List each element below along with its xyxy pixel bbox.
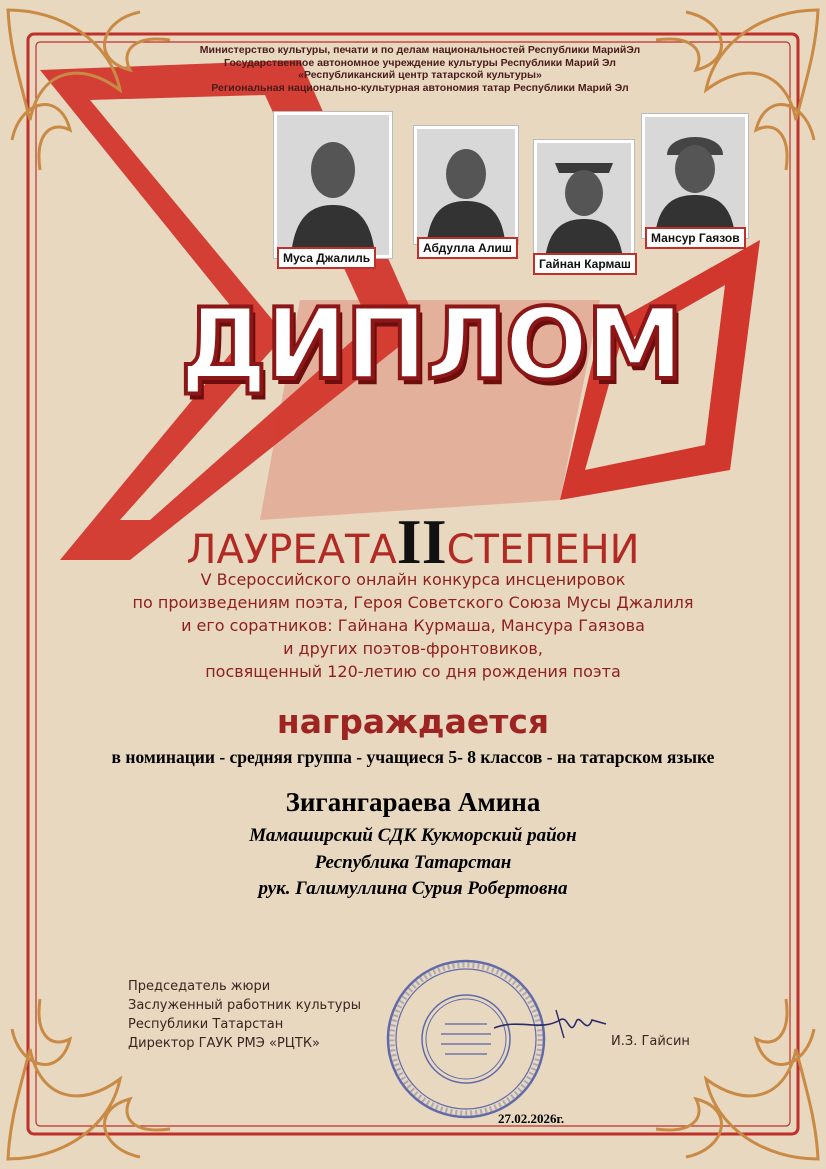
portrait-photo xyxy=(537,143,631,259)
nomination-text: в номинации - средняя группа - учащиеся 5- 8 классов - на татарском языке xyxy=(111,747,715,767)
contest-description xyxy=(80,568,746,683)
person-silhouette-icon xyxy=(537,143,631,259)
portrait-musa-jalil xyxy=(274,112,392,265)
issue-date: 27.02.2026г. xyxy=(498,1111,565,1126)
portrait-mansur-gayazov xyxy=(642,114,748,245)
portrait-gainan-kurmash xyxy=(534,140,634,271)
contest-line: посвященный 120-летию со дня рождения поэта xyxy=(205,662,621,681)
detail-line: Мамаширский СДК Кукморский район xyxy=(249,825,577,846)
signature-block xyxy=(128,977,361,1053)
portrait-photo xyxy=(417,129,515,241)
portrait-abdulla-alish xyxy=(414,126,518,255)
portrait-photo xyxy=(277,115,389,255)
detail-line: рук. Галимуллина Сурия Робертовна xyxy=(258,878,568,899)
header-line: Региональная национально-культурная автономия татар Республики Марий Эл xyxy=(211,81,629,94)
contest-line: и других поэтов-фронтовиков, xyxy=(283,639,543,658)
detail-line: Республика Татарстан xyxy=(314,851,512,873)
portrait-caption: Мансур Гаязов xyxy=(645,227,746,249)
contest-line: по произведениям поэта, Героя Советского Союза Мусы Джалиля xyxy=(132,593,694,612)
laureate-word: ЛАУРЕАТА xyxy=(186,527,397,573)
person-silhouette-icon xyxy=(645,117,745,235)
signature-line: Республики Татарстан xyxy=(128,1017,284,1032)
header-line: Министерство культуры, печати и по делам национальностей Республики МарийЭл xyxy=(199,44,641,56)
contest-line: и его соратников: Гайнана Курмаша, Мансура Гаязова xyxy=(181,616,645,635)
winner-name: Зигангараева Амина xyxy=(285,787,541,817)
contest-line: V Всероссийского онлайн конкурса инсценировок xyxy=(200,570,626,589)
signature-line: Заслуженный работник культуры xyxy=(128,998,361,1013)
person-silhouette-icon xyxy=(277,115,389,255)
header-line: «Республиканский центр татарской культуры» xyxy=(298,69,542,81)
degree-numeral: II xyxy=(396,506,447,577)
header-organizations xyxy=(140,44,700,94)
header-line: Государственное автономное учреждение культуры Республики Марий Эл xyxy=(224,56,616,69)
diploma-title: ДИПЛОМ xyxy=(180,288,682,402)
portrait-caption: Муса Джалиль xyxy=(277,247,376,269)
winner-details xyxy=(0,823,826,903)
portrait-caption: Абдулла Алиш xyxy=(417,237,518,259)
signature-line: Председатель жюри xyxy=(128,979,271,994)
signature-line: Директор ГАУК РМЭ «РЦТК» xyxy=(128,1036,320,1051)
signer-name: И.З. Гайсин xyxy=(611,1034,690,1049)
portrait-caption: Гайнан Кармаш xyxy=(533,253,637,275)
person-silhouette-icon xyxy=(417,129,515,241)
portrait-photo xyxy=(645,117,745,235)
handwritten-signature xyxy=(490,998,610,1048)
degree-word: СТЕПЕНИ xyxy=(446,527,640,573)
awarded-label: награждается xyxy=(276,702,550,741)
